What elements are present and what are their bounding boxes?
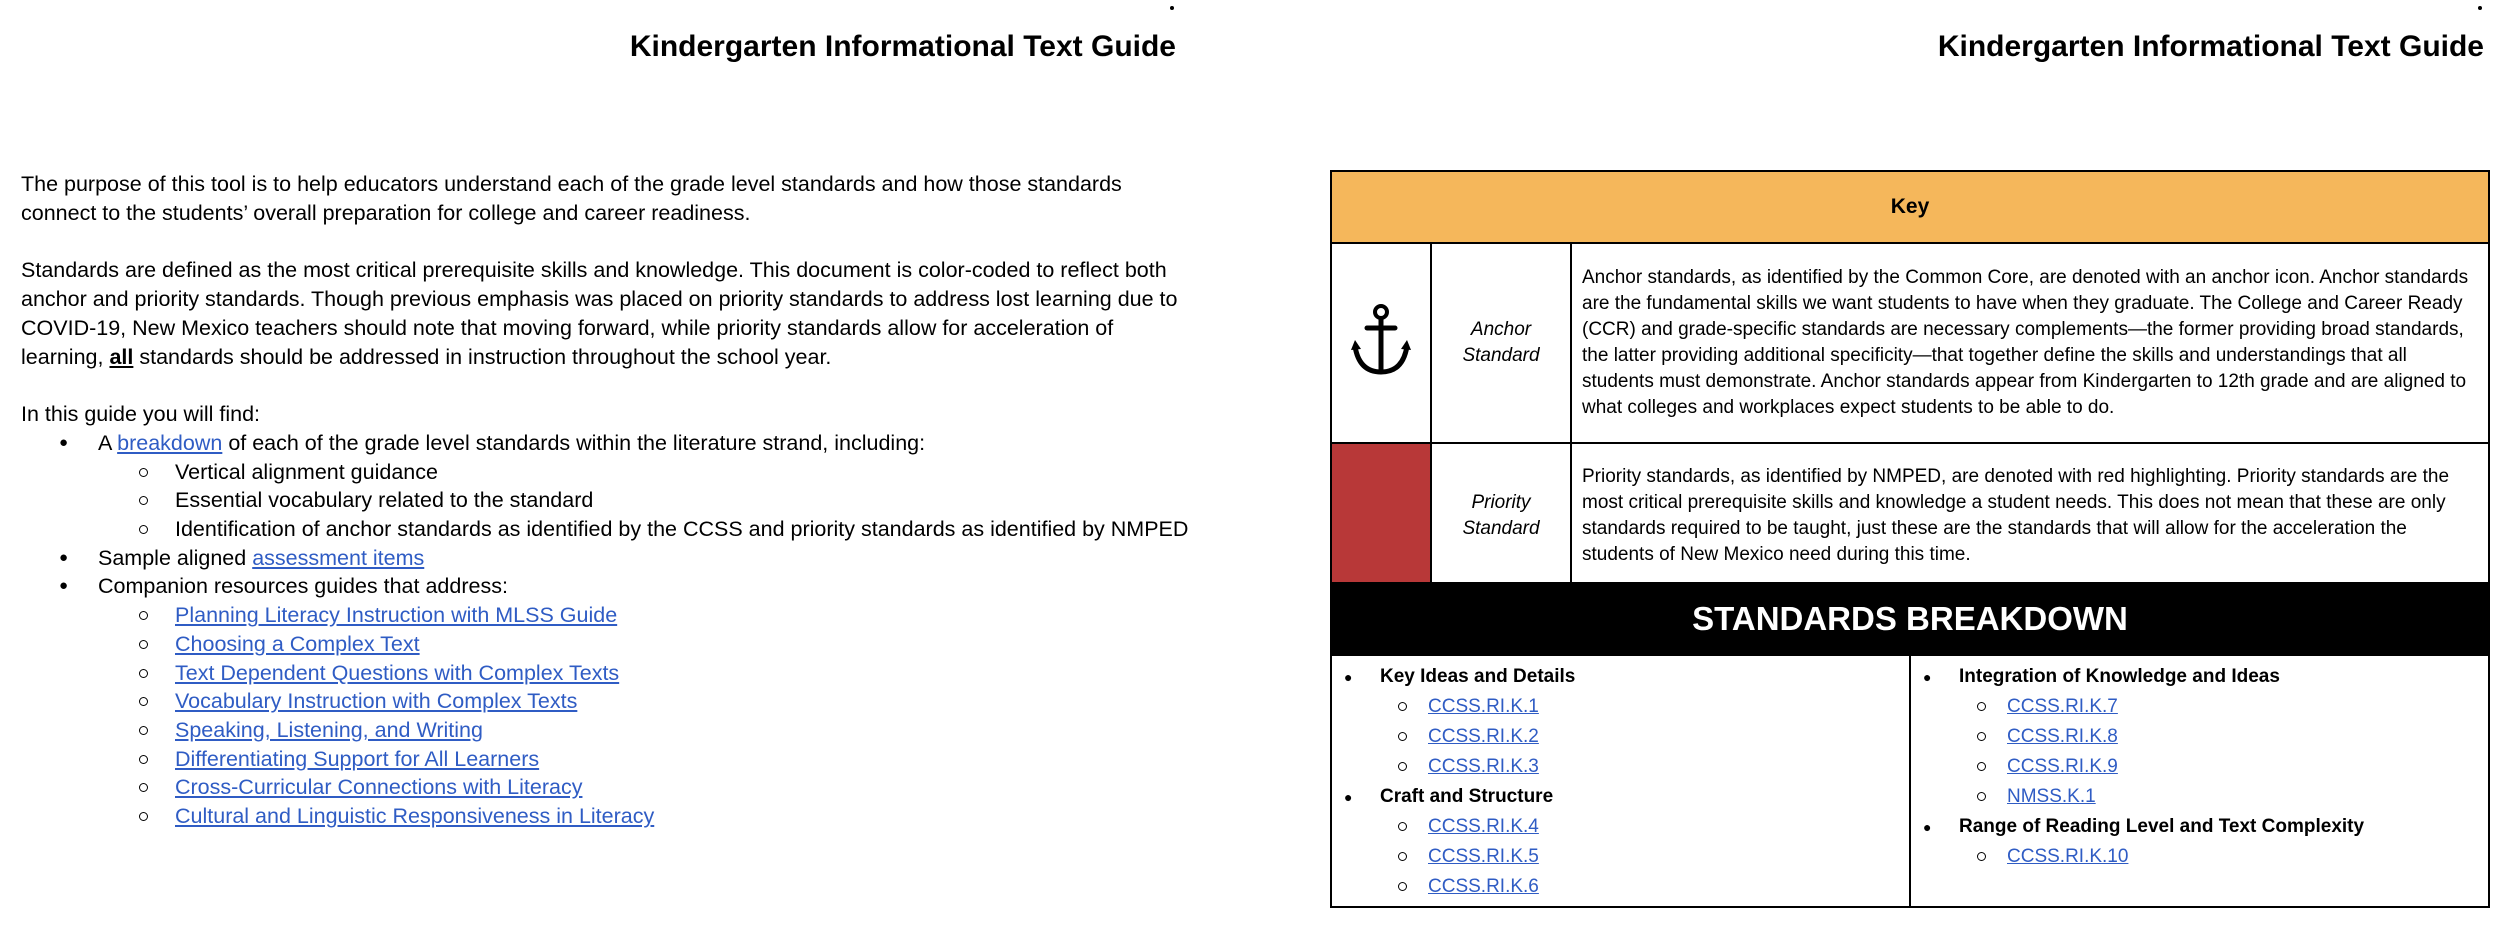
list-item [1428, 722, 1909, 752]
page-marker [1170, 6, 1174, 10]
standard-link[interactable]: CCSS.RI.K.10 [2007, 846, 2129, 867]
list-item [2007, 692, 2488, 722]
list-item [175, 630, 1201, 659]
page-marker [2478, 6, 2482, 10]
anchor-icon [1349, 362, 1413, 383]
breakdown-sublist [98, 458, 1201, 544]
left-page [0, 0, 1240, 927]
list-item: Vertical alignment guidance [175, 458, 1201, 487]
assessment-items-link[interactable]: assessment items [252, 545, 425, 570]
list-item [175, 659, 1201, 688]
list-item: ● Companion resources guides that address: Planning Literacy Instruction with MLSS Guide Choosing a Complex Text Text Dependent Questions with Complex Texts Vocabulary Instruction with Complex Texts Speaking, Listening, and Writing Differentiating Support for All Learners Cross-Curricular Connections with Literacy Cultural and Linguistic Responsiveness in Literacy [98, 572, 1201, 830]
group-key-ideas: ● Key Ideas and Details CCSS.RI.K.1 CCSS.RI.K.2 CCSS.RI.K.3 [1380, 662, 1909, 782]
resource-link[interactable]: Choosing a Complex Text [175, 631, 420, 656]
anchor-icon-cell [1331, 243, 1431, 443]
list-item [2007, 752, 2488, 782]
anchor-row [1331, 243, 2489, 443]
companion-resources-list [98, 601, 1201, 831]
resource-link[interactable]: Cross-Curricular Connections with Literacy [175, 775, 583, 800]
key-table [1330, 170, 2490, 590]
right-page [1300, 0, 2514, 927]
list-item [175, 687, 1201, 716]
resource-link[interactable]: Differentiating Support for All Learners [175, 746, 540, 771]
list-item [175, 773, 1201, 802]
list-item [2007, 782, 2488, 812]
page-title: Kindergarten Informational Text Guide [629, 30, 1176, 63]
standard-link[interactable]: CCSS.RI.K.2 [1428, 726, 1539, 747]
list-item: ● Sample aligned assessment items [98, 544, 1201, 573]
list-item [2007, 722, 2488, 752]
guide-contents-list [21, 429, 1201, 831]
standard-link[interactable]: NMSS.K.1 [2007, 786, 2096, 807]
standards-paragraph: Standards are defined as the most critical prerequisite skills and knowledge. This document is color-coded to reflect both anchor and priority standards. Though previous emphasis was placed on priority standards to address lost learning due to COVID-19, New Mexico teachers should note that moving forward, while priority standards allow for acceleration of learning, all standards should be addressed in instruction throughout the school year. [21, 258, 1178, 369]
anchor-label: Anchor Standard [1431, 243, 1571, 443]
intro-body [21, 170, 1201, 831]
standards-breakdown-header: STANDARDS BREAKDOWN [1331, 583, 2489, 655]
resource-link[interactable]: Text Dependent Questions with Complex Texts [175, 660, 620, 685]
list-item [175, 802, 1201, 831]
list-item [1428, 872, 1909, 902]
standard-link[interactable]: CCSS.RI.K.9 [2007, 756, 2118, 777]
group-range-reading: ● Range of Reading Level and Text Complexity CCSS.RI.K.10 [1959, 812, 2488, 872]
resource-link[interactable]: Speaking, Listening, and Writing [175, 717, 483, 742]
page-title: Kindergarten Informational Text Guide [1937, 30, 2484, 63]
priority-color-swatch [1331, 443, 1431, 589]
list-item: Identification of anchor standards as identified by the CCSS and priority standards as identified by NMPED [175, 515, 1201, 544]
list-item [1428, 752, 1909, 782]
list-item [1428, 842, 1909, 872]
standards-breakdown-table [1330, 582, 2490, 908]
key-header: Key [1331, 171, 2489, 243]
standard-link[interactable]: CCSS.RI.K.4 [1428, 816, 1539, 837]
resource-link[interactable]: Cultural and Linguistic Responsiveness in Literacy [175, 804, 655, 829]
list-item [2007, 842, 2488, 872]
list-item [1428, 692, 1909, 722]
find-heading: In this guide you will find: [21, 402, 261, 427]
breakdown-right-column [1910, 655, 2489, 907]
list-item [175, 745, 1201, 774]
standard-link[interactable]: CCSS.RI.K.1 [1428, 696, 1539, 717]
list-item [175, 601, 1201, 630]
standard-link[interactable]: CCSS.RI.K.3 [1428, 756, 1539, 777]
resource-link[interactable]: Vocabulary Instruction with Complex Texts [175, 689, 578, 714]
list-item: ● A breakdown of each of the grade level standards within the literature strand, including: Vertical alignment guidance Essential vocabulary related to the standard Identification of anchor standards as identified by the CCSS and priority standards as identified by NMPED [98, 429, 1201, 544]
purpose-paragraph: The purpose of this tool is to help educators understand each of the grade level standards and how those standards connect to the students’ overall preparation for college and career readiness. [21, 172, 1122, 225]
resource-link[interactable]: Planning Literacy Instruction with MLSS Guide [175, 603, 618, 628]
standard-link[interactable]: CCSS.RI.K.5 [1428, 846, 1539, 867]
group-integration: ● Integration of Knowledge and Ideas CCSS.RI.K.7 CCSS.RI.K.8 CCSS.RI.K.9 NMSS.K.1 [1959, 662, 2488, 812]
standard-link[interactable]: CCSS.RI.K.8 [2007, 726, 2118, 747]
breakdown-left-column [1331, 655, 1910, 907]
priority-row [1331, 443, 2489, 589]
standard-link[interactable]: CCSS.RI.K.6 [1428, 876, 1539, 897]
breakdown-link[interactable]: breakdown [117, 430, 223, 455]
priority-description: Priority standards, as identified by NMPED, are denoted with red highlighting. Priority standards are the most critical prerequisite skills and knowledge a student needs. This does not mean that these are only standards required to be taught, just these are the standards that will allow for the acceleration the students of New Mexico need during this time. [1571, 443, 2489, 589]
list-item [175, 716, 1201, 745]
group-craft-structure: ● Craft and Structure CCSS.RI.K.4 CCSS.RI.K.5 CCSS.RI.K.6 [1380, 782, 1909, 902]
anchor-description: Anchor standards, as identified by the Common Core, are denoted with an anchor icon. Anchor standards are the fundamental skills we want students to have when they graduate. The College and Career Ready (CCR) and grade-specific standards are necessary complements—the former providing broad standards, the latter providing additional specificity—that together define the skills and understandings that all students must demonstrate. Anchor standards appear from Kindergarten to 12th grade and are aligned to what colleges and workplaces expect students to be able to do. [1571, 243, 2489, 443]
list-item [1428, 812, 1909, 842]
standard-link[interactable]: CCSS.RI.K.7 [2007, 696, 2118, 717]
list-item: Essential vocabulary related to the standard [175, 486, 1201, 515]
priority-label: Priority Standard [1431, 443, 1571, 589]
